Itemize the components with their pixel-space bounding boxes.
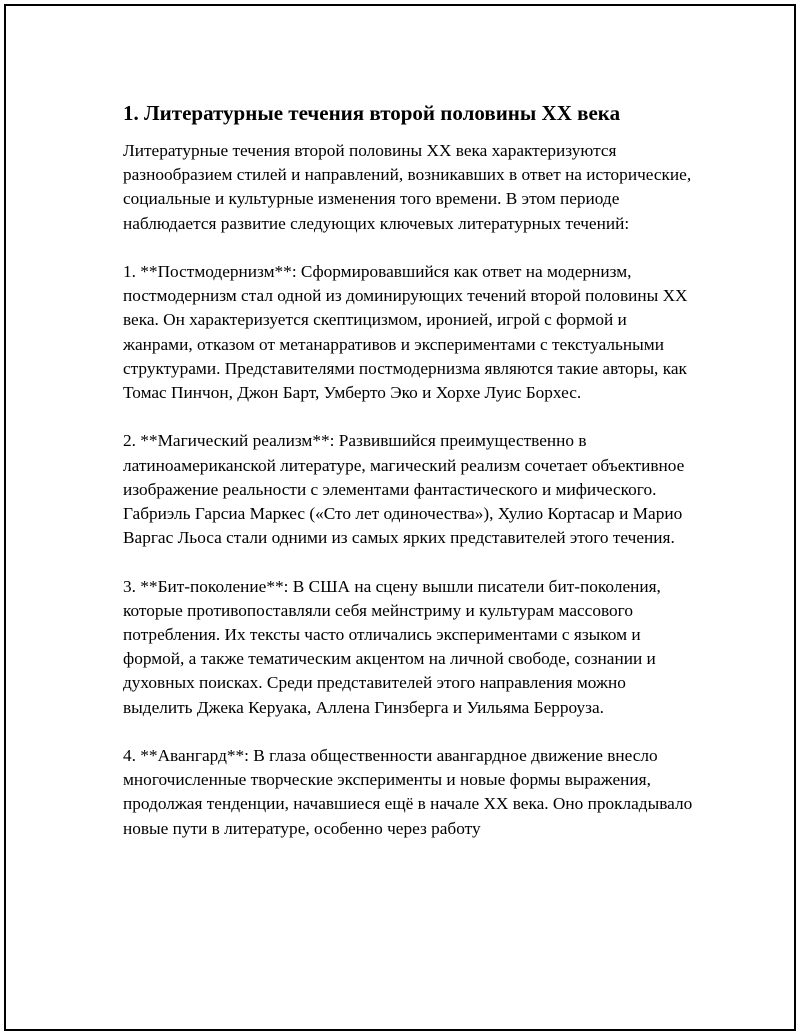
page-frame	[4, 4, 796, 1031]
intro-paragraph: Литературные течения второй половины XX века характеризуются разнообразием стилей и направлений, возникавших в ответ на исторические, социальные и культурные изменения того времени. В этом периоде наблюдается развитие следующих ключевых литературных течений:	[123, 141, 692, 233]
paragraph-avant-garde: 4. **Авангард**: В глаза общественности авангардное движение внесло многочисленные творческие эксперименты и новые формы выражения, продолжая тенденции, начавшиеся ещё в начале XX века. Оно прокладывало новые пути в литературе, особенно через работу	[123, 746, 693, 838]
paragraph-postmodernism: 1. **Постмодернизм**: Сформировавшийся как ответ на модернизм, постмодернизм стал одной из доминирующих течений второй половины XX века. Он характеризуется скептицизмом, иронией, игрой с формой и жанрами, отказом от метанарративов и экспериментами с текстуальными структурами. Представителями постмодернизма являются такие авторы, как Томас Пинчон, Джон Барт, Умберто Эко и Хорхе Луис Борхес.	[123, 262, 688, 403]
paragraph-magical-realism: 2. **Магический реализм**: Развившийся преимущественно в латиноамериканской литературе, магический реализм сочетает объективное изображение реальности с элементами фантастического и мифического. Габриэль Гарсиа Маркес («Сто лет одиночества»), Хулио Кортасар и Марио Варгас Льоса стали одними из самых ярких представителей этого течения.	[123, 431, 685, 548]
document-body	[123, 99, 693, 865]
section-heading: 1. Литературные течения второй половины XX века	[123, 101, 621, 125]
paragraph-beat-generation: 3. **Бит-поколение**: В США на сцену вышли писатели бит-поколения, которые противопоставляли себя мейнстриму и культурам массового потребления. Их тексты часто отличались экспериментами с языком и формой, а также тематическим акцентом на личной свободе, сознании и духовных поисках. Среди представителей этого направления можно выделить Джека Керуака, Аллена Гинзберга и Уильяма Берроуза.	[123, 576, 661, 717]
